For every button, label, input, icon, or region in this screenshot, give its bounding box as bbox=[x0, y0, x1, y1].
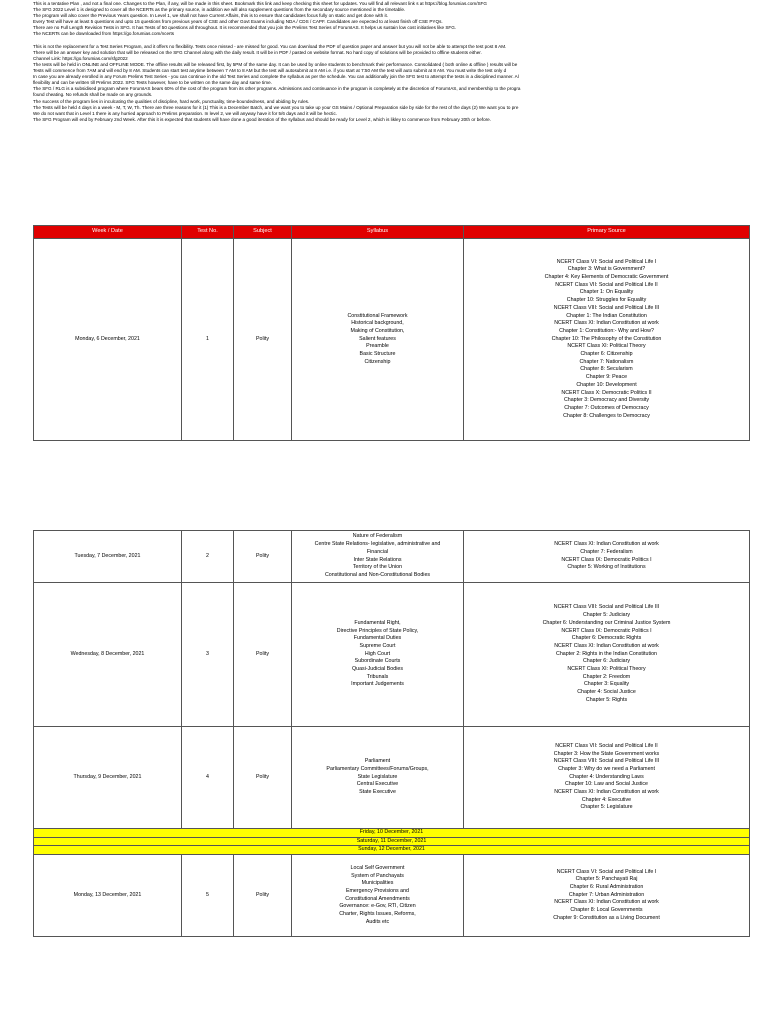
table-row bbox=[34, 531, 750, 583]
primary-source-cell-line: NCERT Class XI: Indian Constitution at work bbox=[554, 320, 659, 327]
instruction-line: There are no Full Length Revision Tests in SFG. It has Tests of 50 questions all throughout. It is recommended that you join the Prelims Test Series of ForumIAS. It helps us sustain low cost initiatives like SFG. bbox=[33, 25, 457, 31]
instruction-line: There will be an answer key and solution that will be released on the SFG Channel along with the daily result. It will be in PDF / pasted on website format. No hard copy of solutions will be provided to offline students either. bbox=[33, 49, 482, 55]
syllabus-cell-line: Parliament bbox=[364, 758, 391, 765]
syllabus-cell-line: Centre State Relations- legislative, administrative and bbox=[314, 541, 441, 548]
instruction-line: Tests will commence from 7AM and will end by 8 AM. Students can start test anytime between 7 AM to 8 AM but the test will autosubmit at 8 AM i.e. if you start at 7:50 AM the test will auto submit at 8 AM. You must write the test only d bbox=[33, 68, 507, 74]
primary-source-cell-line: Chapter 9: Peace bbox=[585, 374, 628, 381]
date-cell: Tuesday, 7 December, 2021 bbox=[34, 531, 182, 583]
test-number-cell: 4 bbox=[182, 727, 234, 829]
primary-source-cell-line: Chapter 3: What is Government? bbox=[567, 266, 646, 273]
primary-source-cell-line: Chapter 10: Law and Social Justice bbox=[564, 781, 649, 788]
primary-source-cell-line: Chapter 3: Democracy and Diversity bbox=[563, 397, 650, 404]
primary-source-cell-line: Chapter 6: Understanding our Criminal Justice System bbox=[542, 619, 671, 626]
instruction-line: The SFG Program will end by February 2nd Week. After this it is expected that students will have done a good iteration of the syllabus and should be ready for Level 2, which is likley to commence from February 20th or before. bbox=[33, 116, 491, 122]
primary-source-cell-line: Chapter 8: Challenges to Democracy bbox=[563, 412, 650, 419]
subject-cell: Polity bbox=[234, 531, 292, 583]
primary-source-cell-line: Chapter 5: Working of Institutions bbox=[567, 564, 646, 571]
syllabus-cell-line: State Legislature bbox=[357, 773, 398, 780]
primary-source-cell-line: Chapter 6: Democratic Rights bbox=[571, 635, 642, 642]
instruction-line: Every Test will have at least 5 questions and upto 15 questions from previous years of CSE and other Govt Exams including NDA / CDS / CAPF. Candidates are expected to at least finish off CSE PYQs. bbox=[33, 19, 443, 25]
syllabus-cell-line: Directive Principles of State Policy, bbox=[336, 627, 419, 634]
primary-source-cell-line: Chapter 10: Struggles for Equality bbox=[566, 297, 647, 304]
table-row bbox=[34, 583, 750, 727]
syllabus-cell bbox=[292, 239, 464, 441]
primary-source-cell-line: NCERT Class IX: Democratic Politics I bbox=[561, 556, 652, 563]
primary-source-cell-line: Chapter 3: Why do we need a Parliament bbox=[558, 765, 655, 772]
subject-cell: Polity bbox=[234, 855, 292, 937]
primary-source-cell-line: Chapter 6: Judiciary bbox=[582, 658, 631, 665]
instruction-line: The SFG 2022 Level 1 is designed to cover all the NCERTs as the primary source, in addition we will also supplement questions from the secondary source mentioned in the timetable. bbox=[33, 7, 406, 13]
schedule-table-page2 bbox=[33, 530, 750, 937]
primary-source-cell-line: NCERT Class XI: Political Theory bbox=[567, 666, 646, 673]
syllabus-cell-line: Supreme Court bbox=[359, 642, 396, 649]
primary-source-cell-line: Chapter 1: The Indian Constitution bbox=[566, 312, 647, 319]
instruction-line: This is a tentative Plan , and not a final one. Changes to the Plan, if any, will be made in this sheet. Bookmark this link and keep checking this sheet for updates. You will find all relevant link s at https://blog.forumias.com/SFG bbox=[33, 1, 487, 6]
date-cell: Monday, 6 December, 2021 bbox=[34, 239, 182, 441]
syllabus-cell-line: Subordinate Courts bbox=[354, 658, 401, 665]
holiday-label: Friday, 10 December, 2021 bbox=[34, 829, 750, 838]
syllabus-cell-line: Important Judgements bbox=[351, 681, 404, 688]
primary-source-cell-line: NCERT Class VIII: Social and Political Life III bbox=[553, 758, 660, 765]
syllabus-cell-line: System of Panchayats bbox=[351, 872, 404, 879]
primary-source-cell-line: Chapter 8: Secularism bbox=[580, 366, 633, 373]
instruction-line: The success of the program lies in inculcating the qualities of discipline, hard work, punctuality, time-boundedness, and abiding by rules. bbox=[33, 98, 310, 104]
syllabus-cell bbox=[292, 531, 464, 583]
header-primary-source: Primary Source bbox=[464, 226, 750, 239]
primary-source-cell-line: Chapter 2: Freedom bbox=[582, 673, 631, 680]
syllabus-cell-line: Tribunals bbox=[366, 673, 389, 680]
syllabus-cell-line: Territory of the Union bbox=[352, 564, 403, 571]
syllabus-cell-line: Citizenship bbox=[364, 358, 391, 365]
table-row bbox=[34, 239, 750, 441]
syllabus-cell-line: Emergency Provisions and bbox=[345, 887, 409, 894]
primary-source-cell-line: Chapter 3: Equality bbox=[583, 681, 630, 688]
subject-cell: Polity bbox=[234, 727, 292, 829]
header-test-no: Test No. bbox=[182, 226, 234, 239]
syllabus-cell-line: Financial bbox=[366, 548, 389, 555]
syllabus-cell-line: Nature of Federalism bbox=[352, 533, 403, 540]
primary-source-cell bbox=[464, 855, 750, 937]
primary-source-cell-line: NCERT Class XI: Indian Constitution at work bbox=[554, 541, 659, 548]
primary-source-cell-line: NCERT Class XI: Indian Constitution at work bbox=[554, 642, 659, 649]
primary-source-cell bbox=[464, 239, 750, 441]
primary-source-cell-line: Chapter 7: Federalism bbox=[580, 548, 633, 555]
syllabus-cell-line: Governance: e-Gov, RTI, Citizen bbox=[339, 903, 416, 910]
primary-source-cell-line: Chapter 4: Executive bbox=[581, 796, 632, 803]
primary-source-cell-line: NCERT Class VIII: Social and Political Life III bbox=[553, 604, 660, 611]
instruction-line: The tests will be held in ONLINE and OFFLINE MODE. The offline results will be released first, by 5PM of the same day. It can be used by online students to benchmark their performance. Consolidated ( both online & offline ) results will be bbox=[33, 61, 518, 67]
primary-source-cell-line: NCERT Class VII: Social and Political Life II bbox=[555, 281, 658, 288]
table-row bbox=[34, 727, 750, 829]
instruction-line: flexibility and can be written till Prelims 2022. SFG Tests however, have to be written on the same day and same time. bbox=[33, 80, 272, 86]
primary-source-cell-line: NCERT Class VIII: Social and Political Life III bbox=[553, 304, 660, 311]
primary-source-cell bbox=[464, 727, 750, 829]
date-cell: Thursday, 9 December, 2021 bbox=[34, 727, 182, 829]
instruction-line: This is not the replacement for a Test Series Program, and it offers no flexibility. Tests once missed - are missed for good. You can download the PDF of question paper and answer but you will not be able to attempt the test post 8 AM. bbox=[33, 43, 507, 49]
primary-source-cell-line: Chapter 6: Rural Administration bbox=[569, 884, 644, 891]
test-number-cell: 3 bbox=[182, 583, 234, 727]
primary-source-cell-line: Chapter 2: Rights in the Indian Constitution bbox=[556, 650, 657, 657]
syllabus-cell-line: Central Executive bbox=[356, 781, 399, 788]
primary-source-cell-line: Chapter 7: Outcomes of Democracy bbox=[564, 404, 649, 411]
primary-source-cell-line: Chapter 1: On Equality bbox=[579, 289, 634, 296]
primary-source-cell-line: Chapter 4: Key Elements of Democratic Government bbox=[544, 274, 669, 281]
instructions-block bbox=[33, 1, 768, 123]
instruction-line: We do not want that in Level 1 there is any hurried approach to Prelims preparation. In level 2, we will anyway have it for 5/6 days and it will be hectic. bbox=[33, 110, 338, 116]
syllabus-cell-line: Constitutional Framework bbox=[347, 312, 408, 319]
syllabus-cell-line: Municipalities bbox=[361, 880, 394, 887]
syllabus-cell-line: Quasi-Judicial Bodies bbox=[352, 666, 403, 673]
primary-source-cell-line: Chapter 4: Social Justice bbox=[577, 689, 636, 696]
instruction-line: Channel Link: https://go.forumias.com/sfg2022 bbox=[33, 55, 128, 61]
instruction-line: In case you are already enrolled in any Forum Prelims Test Series - you can continue in the old Test Series and complete the syllabus as per the schedule. You can additionally join the SFG test to attempt the tests in a disciplined manner. Al bbox=[33, 74, 519, 80]
syllabus-cell-line: Inter State Relations bbox=[353, 556, 402, 563]
primary-source-cell bbox=[464, 583, 750, 727]
primary-source-cell-line: Chapter 7: Nationalism bbox=[579, 358, 634, 365]
syllabus-cell-line: Historical background, bbox=[351, 320, 404, 327]
syllabus-cell-line: Fundamental Duties bbox=[353, 635, 402, 642]
holiday-row bbox=[34, 829, 750, 838]
instruction-line: The Tests will be held 4 days in a week - M, T, W, Th. There are three reasons for it (1) This is a December Batch, and we want you to take up your GS Mains / Optional Preparation side by side for the rest of the days (2) We want you to pre bbox=[33, 104, 519, 110]
header-subject: Subject bbox=[234, 226, 292, 239]
primary-source-cell-line: Chapter 3: How the State Government works bbox=[553, 750, 660, 757]
syllabus-cell-line: Local Self Government bbox=[350, 864, 405, 871]
schedule-table-page1 bbox=[33, 225, 750, 441]
syllabus-cell-line: High Court bbox=[364, 650, 391, 657]
primary-source-cell-line: NCERT Class X: Democratic Politics II bbox=[561, 389, 652, 396]
header-week-date: Week / Date bbox=[34, 226, 182, 239]
primary-source-cell-line: Chapter 10: The Philosophy of the Constitution bbox=[551, 335, 662, 342]
holiday-label: Sunday, 12 December, 2021 bbox=[34, 846, 750, 855]
syllabus-cell-line: Constitutional and Non-Constitutional Bodies bbox=[324, 571, 431, 578]
subject-cell: Polity bbox=[234, 583, 292, 727]
syllabus-cell-line: Salient features bbox=[359, 335, 396, 342]
syllabus-cell-line: Fundamental Right, bbox=[354, 619, 401, 626]
instruction-line: The SFG / RLG is a subsidised program where ForumIAS bears 60% of the cost of the program from its other programs. Admissions and continuance in the program is completely at the discretion of ForumIAS, and membership to the progra bbox=[33, 86, 521, 92]
syllabus-cell-line: Charter, Rights Issues, Reforms, bbox=[339, 911, 416, 918]
primary-source-cell-line: NCERT Class VI: Social and Political Life I bbox=[556, 868, 657, 875]
syllabus-cell-line: Audits etc bbox=[365, 918, 390, 925]
test-number-cell: 5 bbox=[182, 855, 234, 937]
primary-source-cell-line: NCERT Class XI: Political Theory bbox=[567, 343, 646, 350]
syllabus-cell-line: State Executive bbox=[359, 789, 396, 796]
instruction-line: The program will also cover the Previous Years question. In Level 1, we shall not have Current Affairs, this is to ensure that candidates focus fully on static and get done with it. bbox=[33, 13, 389, 19]
primary-source-cell-line: Chapter 4: Understanding Laws bbox=[569, 773, 644, 780]
instruction-line: found cheating. No refunds shall be made on any grounds. bbox=[33, 92, 153, 98]
holiday-row bbox=[34, 837, 750, 846]
table-header-row bbox=[34, 226, 750, 239]
syllabus-cell bbox=[292, 583, 464, 727]
primary-source-cell-line: Chapter 6: Citizenship bbox=[580, 351, 633, 358]
primary-source-cell-line: NCERT Class VII: Social and Political Life II bbox=[555, 742, 658, 749]
header-syllabus: Syllabus bbox=[292, 226, 464, 239]
primary-source-cell-line: NCERT Class IX: Democratic Politics I bbox=[561, 627, 652, 634]
date-cell: Wednesday, 8 December, 2021 bbox=[34, 583, 182, 727]
primary-source-cell-line: Chapter 7: Urban Administration bbox=[568, 891, 645, 898]
holiday-row bbox=[34, 846, 750, 855]
primary-source-cell-line: Chapter 5: Rights bbox=[585, 696, 628, 703]
instruction-line: The NCERTs can be downloaded from https://go.forumias.com/ncerts bbox=[33, 31, 175, 37]
date-cell: Monday, 13 December, 2021 bbox=[34, 855, 182, 937]
primary-source-cell-line: Chapter 8: Local Governments bbox=[570, 907, 643, 914]
primary-source-cell-line: Chapter 9: Constitution as a Living Document bbox=[553, 914, 660, 921]
primary-source-cell-line: Chapter 5: Panchayati Raj bbox=[575, 876, 638, 883]
primary-source-cell-line: Chapter 10: Development bbox=[576, 381, 637, 388]
test-number-cell: 2 bbox=[182, 531, 234, 583]
primary-source-cell-line: NCERT Class XI: Indian Constitution at work bbox=[554, 899, 659, 906]
syllabus-cell bbox=[292, 727, 464, 829]
subject-cell: Polity bbox=[234, 239, 292, 441]
syllabus-cell bbox=[292, 855, 464, 937]
test-number-cell: 1 bbox=[182, 239, 234, 441]
table-row bbox=[34, 855, 750, 937]
syllabus-cell-line: Constitutional Amendments bbox=[345, 895, 410, 902]
primary-source-cell-line: Chapter 5: Legislature bbox=[580, 804, 633, 811]
primary-source-cell bbox=[464, 531, 750, 583]
primary-source-cell-line: NCERT Class VI: Social and Political Life I bbox=[556, 258, 657, 265]
primary-source-cell-line: Chapter 5: Judiciary bbox=[582, 612, 631, 619]
primary-source-cell-line: NCERT Class XI: Indian Constitution at work bbox=[554, 789, 659, 796]
holiday-label: Saturday, 11 December, 2021 bbox=[34, 837, 750, 846]
syllabus-cell-line: Basic Structure bbox=[359, 351, 396, 358]
syllabus-cell-line: Parliamentary Committees/Forums/Groups, bbox=[326, 765, 429, 772]
syllabus-cell-line: Preamble bbox=[366, 343, 389, 350]
syllabus-cell-line: Making of Constitution, bbox=[350, 327, 405, 334]
primary-source-cell-line: Chapter 1: Constitution:- Why and How? bbox=[559, 327, 654, 334]
